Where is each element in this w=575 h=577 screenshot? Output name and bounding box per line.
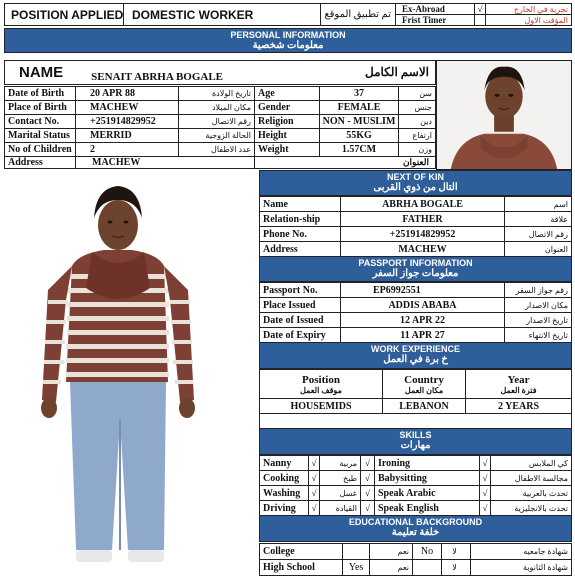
personal-label: Place of Birth (4, 100, 76, 115)
passport-label: Place Issued (259, 297, 341, 313)
work-position-value: HOUSEMIDS (259, 398, 383, 414)
personal-label-2: Height (254, 128, 320, 143)
passport-information-title-ar: معلومات جواز السفر (372, 268, 459, 279)
passport-label-ar: رقم جواز السفر (504, 282, 572, 298)
education-label: College (259, 543, 343, 560)
passport-information-title: PASSPORT INFORMATION (358, 258, 473, 268)
skill-label: Nanny (259, 455, 309, 471)
passport-label: Passport No. (259, 282, 341, 298)
personal-label: Marital Status (4, 128, 76, 143)
personal-information-title: PERSONAL INFORMATION (230, 30, 346, 40)
education-title-ar: خلفة تعليمة (391, 527, 440, 538)
first-timer-ar: المؤقت الاول (485, 14, 572, 26)
skill-check-2: √ (360, 485, 375, 501)
skill-check: √ (308, 485, 320, 501)
personal-label-2-ar: ارتفاع (398, 128, 436, 143)
passport-value: 12 APR 22 (340, 312, 505, 328)
skill-label-right-ar: مجالسة الاطفال (490, 470, 572, 486)
kin-value: FATHER (340, 211, 505, 227)
kin-value: ABRHA BOGALE (340, 196, 505, 212)
skills-header (259, 428, 572, 455)
skill-check-2: √ (360, 455, 375, 471)
skill-check-3: √ (479, 500, 491, 516)
education-label: High School (259, 559, 343, 576)
first-timer-label: Frist Timer (395, 14, 475, 26)
skill-label-right-ar: تحدث بالعربية (490, 485, 572, 501)
personal-label-ar: عدد الاطفال (178, 142, 255, 157)
work-col-year (465, 369, 572, 399)
work-experience-header (259, 342, 572, 369)
application-ar: تم تطبيق الموقع (320, 3, 396, 26)
personal-label-2: Gender (254, 100, 320, 115)
ex-abroad-ar: تجربة في الخارج (485, 3, 572, 15)
personal-label-2-ar: دين (398, 114, 436, 129)
personal-information-title-ar: معلومات شخصية (252, 40, 324, 51)
personal-label-2-ar: وزن (398, 142, 436, 157)
passport-label: Date of Expiry (259, 327, 341, 343)
work-experience-title: WORK EXPERIENCE (370, 344, 460, 354)
personal-value-2: 1.57CM (319, 142, 399, 157)
skill-label: Driving (259, 500, 309, 516)
skill-label-ar: مربية (319, 455, 361, 471)
next-of-kin-title: NEXT OF KIN (386, 172, 444, 182)
address-label: Address (4, 156, 76, 169)
education-no-ar: لا (441, 543, 471, 560)
skill-label-ar: القيادة (319, 500, 361, 516)
personal-label-ar: رقم الاتصال (178, 114, 255, 129)
personal-value: MERRID (75, 128, 179, 143)
ex-abroad-label: Ex-Abroad (395, 3, 475, 15)
portrait-small-image (437, 60, 571, 170)
work-country-value: LEBANON (382, 398, 466, 414)
personal-label: Date of Birth (4, 86, 76, 101)
education-yes (342, 543, 370, 560)
skills-title: SKILLS (399, 430, 432, 440)
skill-label-right: Speak English (374, 500, 480, 516)
education-yes-ar: نعم (369, 543, 413, 560)
skill-label-right-ar: تحدث بالانجليزية (490, 500, 572, 516)
position-value: DOMESTIC WORKER (123, 3, 321, 26)
kin-label-ar: رقم الاتصال (504, 226, 572, 242)
personal-value: 2 (75, 142, 179, 157)
personal-label-2: Weight (254, 142, 320, 157)
personal-value: 20 APR 88 (75, 86, 179, 101)
profile-photo-small (436, 60, 572, 170)
next-of-kin-header (259, 170, 572, 196)
address-value: MACHEW (75, 156, 255, 169)
name-label-ar: الاسم الكامل (364, 65, 429, 79)
work-col-position-ar: موقف العمل (300, 385, 342, 395)
portrait-full-image (4, 170, 256, 574)
personal-label-ar: تاريخ الولادة (178, 86, 255, 101)
work-col-country (382, 369, 466, 399)
skills-title-ar: مهارات (400, 440, 431, 451)
education-no (412, 559, 442, 576)
personal-value: MACHEW (75, 100, 179, 115)
kin-value: MACHEW (340, 241, 505, 257)
next-of-kin-title-ar: التال من ذوي القربى (373, 182, 458, 193)
personal-value: +251914829952 (75, 114, 179, 129)
education-label-ar: شهادة الثانوية (470, 559, 572, 576)
skill-check-3: √ (479, 455, 491, 471)
work-col-country-ar: مكان العمل (404, 385, 444, 395)
passport-information-header (259, 256, 572, 282)
skill-label-right: Ironing (374, 455, 480, 471)
skill-label: Washing (259, 485, 309, 501)
work-years-value: 2 YEARS (465, 398, 572, 414)
skill-check-2: √ (360, 470, 375, 486)
personal-label-2-ar: سن (398, 86, 436, 101)
education-yes: Yes (342, 559, 370, 576)
skill-label-right-ar: كي الملابس (490, 455, 572, 471)
personal-value-2: NON - MUSLIM (319, 114, 399, 129)
passport-label-ar: مكان الاصدار (504, 297, 572, 313)
education-title: EDUCATIONAL BACKGROUND (348, 517, 483, 527)
personal-label-ar: مكان الميلاد (178, 100, 255, 115)
personal-label-ar: الحالة الزوجية (178, 128, 255, 143)
personal-information-header (4, 28, 572, 53)
skill-check-3: √ (479, 470, 491, 486)
education-no-ar: لا (441, 559, 471, 576)
personal-label: No of Children (4, 142, 76, 157)
work-col-position (259, 369, 383, 399)
personal-value-2: FEMALE (319, 100, 399, 115)
work-col-country-label: Country (404, 373, 444, 386)
skill-check: √ (308, 470, 320, 486)
work-col-year-ar: فترة العمل (500, 385, 537, 395)
profile-photo-full (4, 170, 256, 574)
kin-label-ar: اسم (504, 196, 572, 212)
work-empty-row (259, 413, 572, 429)
skill-label: Cooking (259, 470, 309, 486)
personal-label: Contact No. (4, 114, 76, 129)
kin-label-ar: علاقة (504, 211, 572, 227)
ex-abroad-check: √ (474, 3, 486, 15)
skill-check-2: √ (360, 500, 375, 516)
skill-label-ar: طبخ (319, 470, 361, 486)
skill-check: √ (308, 500, 320, 516)
education-no: No (412, 543, 442, 560)
address-label-ar: العنوان (254, 156, 436, 169)
work-experience-title-ar: خ برة في العمل (383, 354, 448, 365)
kin-label-ar: العنوان (504, 241, 572, 257)
kin-label: Relation-ship (259, 211, 341, 227)
skill-label-right: Speak Arabic (374, 485, 480, 501)
personal-value-2: 55KG (319, 128, 399, 143)
name-label: NAME (19, 64, 64, 81)
kin-label: Name (259, 196, 341, 212)
work-col-position-label: Position (302, 373, 340, 386)
personal-value-2: 37 (319, 86, 399, 101)
kin-label: Address (259, 241, 341, 257)
work-col-year-label: Year (507, 373, 530, 386)
passport-value: ADDIS ABABA (340, 297, 505, 313)
passport-label-ar: تاريخ الانتهاء (504, 327, 572, 343)
passport-value: EP6992551 (340, 282, 505, 298)
name-value: SENAIT ABRHA BOGALE (91, 70, 224, 83)
passport-value: 11 APR 27 (340, 327, 505, 343)
education-header (259, 515, 572, 542)
position-applied-label: POSITION APPLIED (4, 3, 124, 26)
personal-label-2-ar: جنس (398, 100, 436, 115)
skill-check-3: √ (479, 485, 491, 501)
skill-label-ar: غسل (319, 485, 361, 501)
passport-label: Date of Issued (259, 312, 341, 328)
skill-label-right: Babysitting (374, 470, 480, 486)
kin-value: +251914829952 (340, 226, 505, 242)
education-label-ar: شهادة جامعيه (470, 543, 572, 560)
education-yes-ar: نعم (369, 559, 413, 576)
passport-label-ar: تاريخ الاصدار (504, 312, 572, 328)
personal-label-2: Age (254, 86, 320, 101)
skill-check: √ (308, 455, 320, 471)
kin-label: Phone No. (259, 226, 341, 242)
name-row (4, 60, 436, 85)
personal-label-2: Religion (254, 114, 320, 129)
